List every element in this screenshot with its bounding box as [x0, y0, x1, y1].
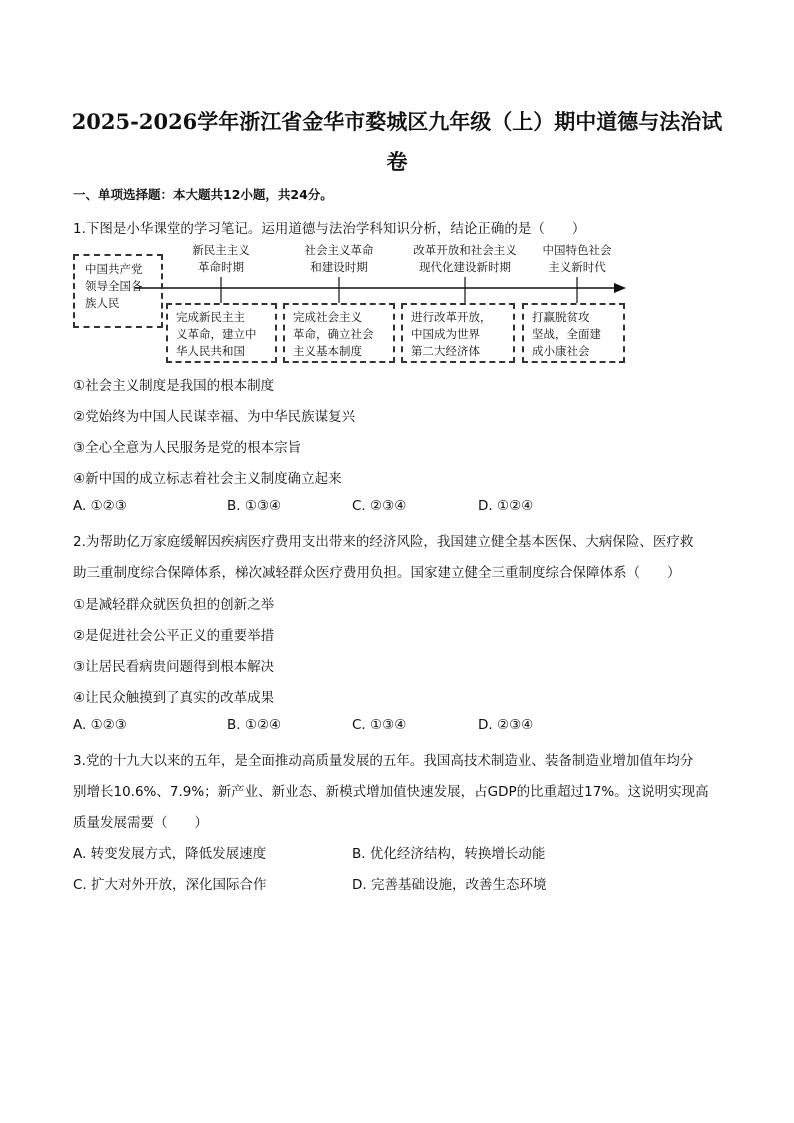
q1-item-3: ③全心全意为人民服务是党的根本宗旨 [73, 440, 302, 456]
q1-option-c[interactable]: C. ②③④ [352, 498, 407, 514]
q1-item-4: ④新中国的成立标志着社会主义制度确立起来 [73, 471, 342, 487]
q2-item-1: ①是减轻群众就医负担的创新之举 [73, 597, 275, 613]
q3-stem-line-3: 质量发展需要（ ） [73, 815, 208, 831]
period-1-box-line-2: 义革命，建立中 [176, 327, 257, 341]
period-box-1 [166, 303, 277, 363]
period-1-box-line-1: 完成新民主主 [176, 310, 245, 324]
period-box-2 [283, 303, 395, 363]
period-2-box-line-2: 革命，确立社会 [293, 327, 374, 341]
timeline-left-box [73, 254, 163, 328]
q2-stem-line-2: 助三重制度综合保障体系，梯次减轻群众医疗费用负担。国家建立健全三重制度综合保障体系（ ） [73, 565, 681, 581]
period-1-box-line-3: 华人民共和国 [176, 344, 245, 358]
q2-option-a[interactable]: A. ①②③ [73, 717, 127, 733]
q1-item-1: ①社会主义制度是我国的根本制度 [73, 378, 275, 394]
q1-option-b[interactable]: B. ①③④ [227, 498, 282, 514]
period-2-box-line-1: 完成社会主义 [293, 310, 362, 324]
period-3-label-line-1: 改革开放和社会主义 [413, 243, 517, 257]
period-box-4 [522, 303, 625, 363]
q2-option-d[interactable]: D. ②③④ [478, 717, 534, 733]
q3-option-a[interactable]: A. 转变发展方式，降低发展速度 [73, 846, 267, 862]
period-4-label-line-1: 中国特色社会 [542, 243, 612, 257]
period-2-label-line-1: 社会主义革命 [304, 243, 374, 257]
period-4-box-line-2: 坚战，全面建 [532, 327, 601, 341]
title-line-1: 2025-2026学年浙江省金华市婺城区九年级（上）期中道德与法治试 [71, 109, 723, 134]
period-1-label-line-1: 新民主主义 [192, 243, 250, 257]
title-line-2: 卷 [386, 149, 408, 174]
q2-option-c[interactable]: C. ①③④ [352, 717, 407, 733]
q2-item-4: ④让民众触摸到了真实的改革成果 [73, 690, 275, 706]
period-label-4 [527, 242, 627, 276]
q3-option-d[interactable]: D. 完善基础设施，改善生态环境 [352, 877, 547, 893]
period-label-1 [171, 242, 271, 276]
period-box-3 [401, 303, 515, 363]
q3-stem-line-1: 3.党的十九大以来的五年，是全面推动高质量发展的五年。我国高技术制造业、装备制造业增加值年均分 [73, 753, 694, 769]
q2-item-2: ②是促进社会公平正义的重要举措 [73, 628, 275, 644]
q1-stem: 1.下图是小华课堂的学习笔记。运用道德与法治学科知识分析，结论正确的是（ ） [73, 221, 586, 237]
period-3-box-line-1: 进行改革开放， [411, 310, 492, 324]
q1-item-2: ②党始终为中国人民谋幸福、为中华民族谋复兴 [73, 409, 356, 425]
period-4-label-line-2: 主义新时代 [548, 260, 606, 274]
period-3-label-line-2: 现代化建设新时期 [419, 260, 511, 274]
q1-option-a[interactable]: A. ①②③ [73, 498, 127, 514]
q1-option-d[interactable]: D. ①②④ [478, 498, 534, 514]
period-label-3 [395, 242, 535, 276]
q3-option-c[interactable]: C. 扩大对外开放，深化国际合作 [73, 877, 267, 893]
period-2-box-line-3: 主义基本制度 [293, 344, 362, 358]
q2-option-b[interactable]: B. ①②④ [227, 717, 282, 733]
q2-item-3: ③让居民看病贵问题得到根本解决 [73, 659, 275, 675]
left-box-line-3: 族人民 [85, 296, 120, 310]
section-heading: 一、单项选择题：本大题共12小题，共24分。 [73, 187, 333, 202]
period-3-box-line-3: 第二大经济体 [411, 344, 480, 358]
q3-option-b[interactable]: B. 优化经济结构，转换增长动能 [352, 846, 546, 862]
q2-stem-line-1: 2.为帮助亿万家庭缓解因疾病医疗费用支出带来的经济风险，我国建立健全基本医保、大病保险、医疗救 [73, 534, 694, 550]
period-2-label-line-2: 和建设时期 [310, 260, 368, 274]
q3-stem-line-2: 别增长10.6%、7.9%；新产业、新业态、新模式增加值快速发展，占GDP的比重超过17%。这说明实现高 [73, 784, 709, 800]
period-1-label-line-2: 革命时期 [198, 260, 244, 274]
period-3-box-line-2: 中国成为世界 [411, 327, 480, 341]
left-box-line-1: 中国共产党 [85, 262, 143, 276]
period-4-box-line-3: 成小康社会 [532, 344, 590, 358]
period-4-box-line-1: 打赢脱贫攻 [532, 310, 590, 324]
period-label-2 [284, 242, 394, 276]
left-box-line-2: 领导全国各 [85, 279, 143, 293]
